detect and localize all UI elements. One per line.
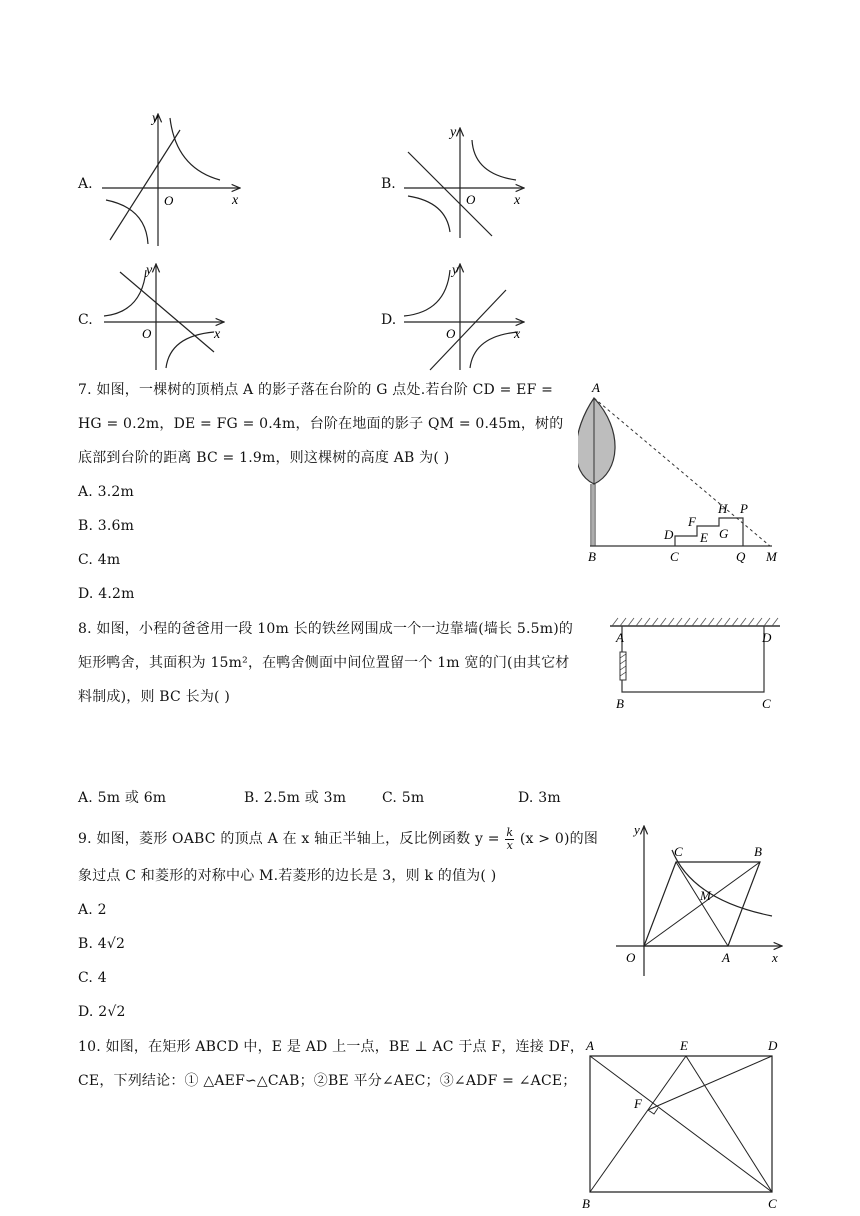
y-label: y xyxy=(152,111,159,126)
steps xyxy=(675,518,743,546)
label-b: B xyxy=(588,549,596,564)
label-c: C xyxy=(762,696,771,711)
label-c: C xyxy=(670,549,679,564)
label-a: A xyxy=(722,950,730,965)
q7-tree-figure xyxy=(578,380,788,570)
label-q: Q xyxy=(736,549,746,564)
line-graph xyxy=(430,290,506,370)
origin-label: O xyxy=(164,193,174,208)
option-label: A. xyxy=(78,176,93,192)
line-graph xyxy=(110,130,180,240)
q9-line-1 xyxy=(78,822,598,856)
q9-option-b: B. 4√2 xyxy=(78,936,126,952)
graph-option-a xyxy=(98,108,248,248)
hyperbola-branch-1 xyxy=(404,270,450,316)
q7-line-1: 7. 如图，一棵树的顶梢点 A 的影子落在台阶的 G 点处.若台阶 CD = EF = xyxy=(78,382,554,398)
label-d: D xyxy=(664,527,674,542)
y-label: y xyxy=(450,125,457,140)
fraction-numerator: k xyxy=(506,825,514,839)
diagonal-ac xyxy=(590,1056,772,1192)
q8-option-a: A. 5m 或 6m xyxy=(78,790,167,806)
hyperbola xyxy=(672,850,772,916)
q8-duck-coop-figure xyxy=(606,614,786,714)
y-label: y xyxy=(146,263,153,278)
label-e: E xyxy=(680,1038,688,1053)
q7-option-a: A. 3.2m xyxy=(78,484,134,500)
q9-option-a: A. 2 xyxy=(78,902,107,918)
origin-label: O xyxy=(446,326,456,341)
q9-fraction xyxy=(505,827,514,852)
graph-option-d xyxy=(400,260,530,372)
line-graph xyxy=(408,152,492,236)
q7-option-d: D. 4.2m xyxy=(78,586,135,602)
q7-line-2: HG = 0.2m，DE = FG = 0.4m，台阶在地面的影子 QM = 0.45m，树的 xyxy=(78,416,564,432)
label-p: P xyxy=(740,501,748,516)
hyperbola-branch-2 xyxy=(408,196,450,232)
label-b: B xyxy=(582,1196,590,1211)
label-e: E xyxy=(700,530,708,545)
q8-line-2: 矩形鸭舍，其面积为 15m²，在鸭舍侧面中间位置留一个 1m 宽的门(由其它材 xyxy=(78,655,570,671)
label-d: D xyxy=(762,630,772,645)
q8-option-d: D. 3m xyxy=(518,790,561,806)
hyperbola-branch-2 xyxy=(470,332,518,368)
label-o: O xyxy=(626,950,636,965)
q9-line-2: 象过点 C 和菱形的对称中心 M.若菱形的边长是 3，则 k 的值为( ) xyxy=(78,868,497,884)
label-a: A xyxy=(592,380,600,395)
label-g: G xyxy=(719,526,729,541)
q8-option-b: B. 2.5m 或 3m xyxy=(244,790,347,806)
segment-be xyxy=(590,1056,686,1192)
label-a: A xyxy=(586,1038,594,1053)
label-c: C xyxy=(768,1196,777,1211)
label-f: F xyxy=(688,514,696,529)
q8-option-c: C. 5m xyxy=(382,790,425,806)
q7-option-b: B. 3.6m xyxy=(78,518,135,534)
fraction-denominator: x xyxy=(506,838,513,852)
q10-line-2: CE，下列结论：① △AEF∽△CAB；②BE 平分∠AEC；③∠ADF = ∠ACE； xyxy=(78,1073,577,1089)
label-c: C xyxy=(674,844,683,859)
q7-line-3: 底部到台阶的距离 BC = 1.9m，则这棵树的高度 AB 为( ) xyxy=(78,450,450,466)
q9-line-1-pre: 9. 如图，菱形 OABC 的顶点 A 在 x 轴正半轴上，反比例函数 y = xyxy=(78,831,500,847)
label-m: M xyxy=(766,549,777,564)
fence xyxy=(622,626,764,692)
label-f: F xyxy=(634,1096,642,1111)
q7-option-c: C. 4m xyxy=(78,552,121,568)
q9-option-c: C. 4 xyxy=(78,970,107,986)
q8-line-3: 料制成)，则 BC 长为( ) xyxy=(78,689,230,705)
hyperbola-branch-1 xyxy=(472,140,516,180)
diagonal-ca xyxy=(676,862,728,946)
q9-line-1-post: (x > 0)的图 xyxy=(519,831,599,847)
option-label: D. xyxy=(381,312,397,328)
label-m: M xyxy=(700,888,711,903)
label-b: B xyxy=(616,696,624,711)
option-label: B. xyxy=(381,176,396,192)
q10-line-1: 10. 如图，在矩形 ABCD 中，E 是 AD 上一点，BE ⊥ AC 于点 F，连接 DF， xyxy=(78,1039,585,1055)
x-label: x xyxy=(214,327,221,342)
label-a: A xyxy=(616,630,624,645)
q10-rectangle-figure xyxy=(578,1036,788,1212)
x-label: x xyxy=(514,193,521,208)
x-label: x xyxy=(514,327,521,342)
label-d: D xyxy=(768,1038,778,1053)
origin-label: O xyxy=(466,192,476,207)
q9-rhombus-figure xyxy=(612,820,788,980)
label-y: y xyxy=(634,822,640,837)
graph-option-c xyxy=(100,260,230,372)
label-x: x xyxy=(772,950,778,965)
q8-line-1: 8. 如图，小程的爸爸用一段 10m 长的铁丝网围成一个一边靠墙(墙长 5.5m)的 xyxy=(78,621,574,637)
q9-option-d: D. 2√2 xyxy=(78,1004,126,1020)
x-label: x xyxy=(232,193,239,208)
graph-option-b xyxy=(400,122,530,240)
label-h: H xyxy=(718,501,728,516)
hyperbola-branch-1 xyxy=(170,118,220,180)
y-label: y xyxy=(452,263,459,278)
segment-ce xyxy=(686,1056,772,1192)
origin-label: O xyxy=(142,326,152,341)
option-label: C. xyxy=(78,312,93,328)
hyperbola-branch-2 xyxy=(166,332,214,368)
label-b: B xyxy=(754,844,762,859)
line-graph xyxy=(120,272,214,352)
